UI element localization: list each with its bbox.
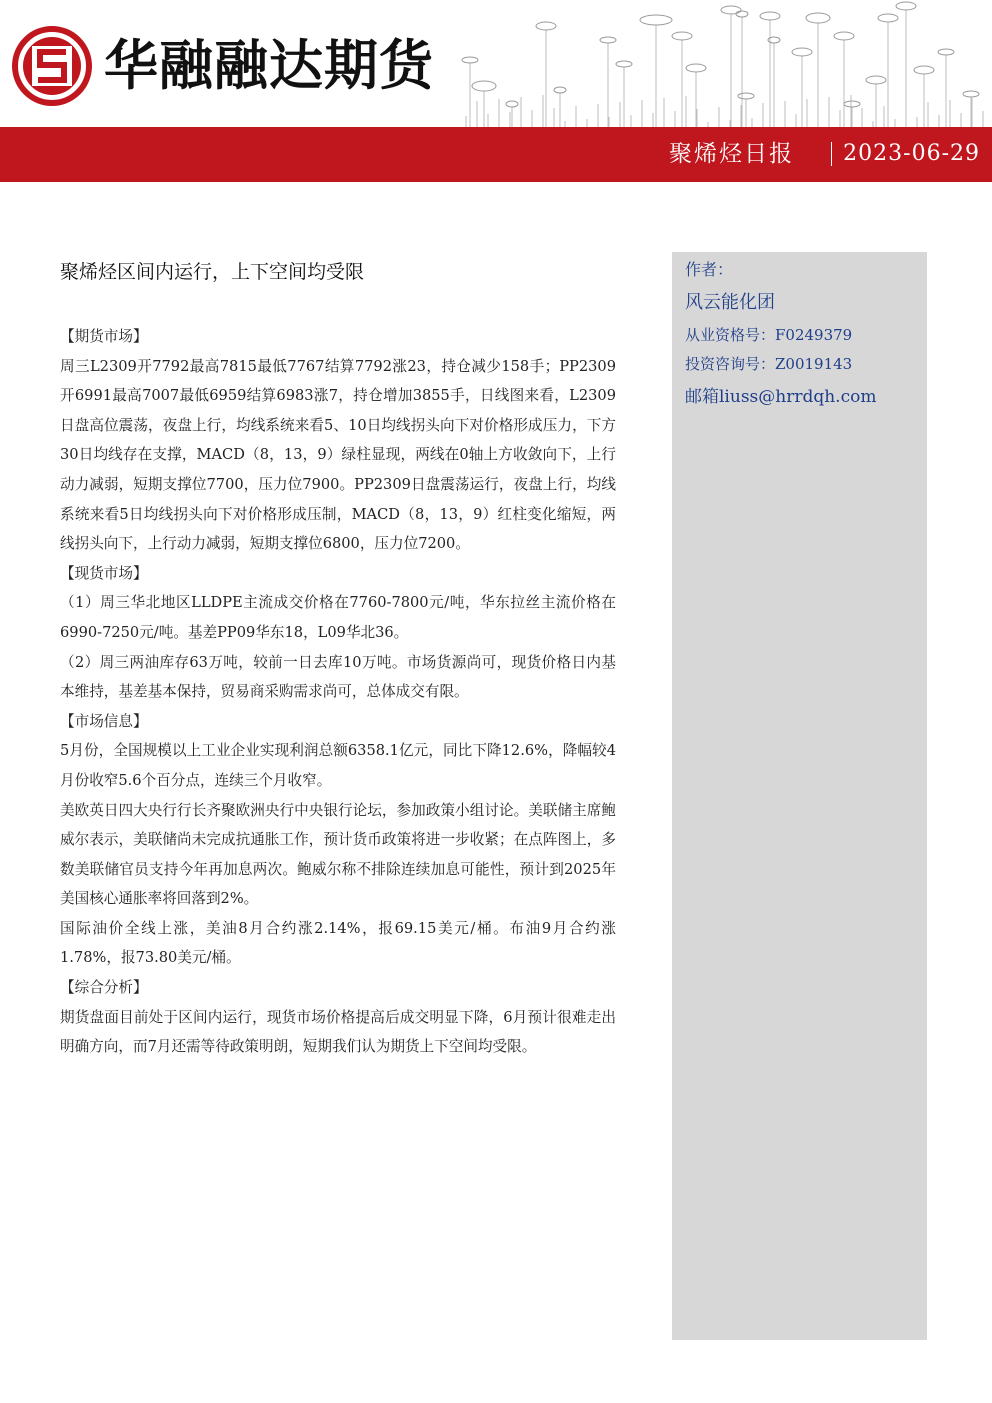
- report-body: [60, 322, 616, 1062]
- band-divider: [831, 142, 832, 166]
- section-futures: [60, 322, 616, 559]
- paragraph: 周三L2309开7792最高7815最低7767结算7792涨23，持仓减少158手；PP2309开6991最高7007最低6959结算6983涨7，持仓增加3855手，日线图来看，L2309日盘高位震荡，夜盘上行，均线系统来看5、10日均线拐头向下对价格形成压力，下方30日均线存在支撑，MACD（8，13，9）绿柱显现，两线在0轴上方收敛向下，上行动力减弱，短期支撑位7700，压力位7900。PP2309日盘震荡运行，夜盘上行，均线系统来看5日均线拐头向下对价格形成压制，MACD（8，13，9）红柱变化缩短，两线拐头向下，上行动力减弱，短期支撑位6800，压力位7200。: [60, 357, 616, 553]
- paragraph: 期货盘面目前处于区间内运行，现货市场价格提高后成交明显下降，6月预计很难走出明确方向，而7月还需等待政策明朗，短期我们认为期货上下空间均受限。: [60, 1008, 616, 1056]
- section-market-info: [60, 707, 616, 973]
- author-team: 风云能化团: [685, 292, 775, 313]
- report-type: 聚烯烃日报: [669, 141, 794, 167]
- paragraph: 美欧英日四大央行行长齐聚欧洲央行中央银行论坛，参加政策小组讨论。美联储主席鲍威尔表示，美联储尚未完成抗通胀工作，预计货币政策将进一步收紧；在点阵图上，多数美联储官员支持今年再加息两次。鲍威尔称不排除连续加息可能性，预计到2025年美国核心通胀率将回落到2%。: [60, 801, 616, 908]
- header-decoration: [456, 0, 992, 128]
- section-heading: 【现货市场】: [60, 564, 148, 582]
- paragraph: （2）周三两油库存63万吨，较前一日去库10万吨。市场货源尚可，现货价格日内基本维持，基差基本保持，贸易商采购需求尚可，总体成交有限。: [60, 653, 616, 701]
- section-heading: 【综合分析】: [60, 979, 148, 997]
- author-label: 作者：: [685, 260, 734, 279]
- paragraph: 5月份，全国规模以上工业企业实现利润总额6358.1亿元，同比下降12.6%，降幅较4月份收窄5.6个百分点，连续三个月收窄。: [60, 742, 616, 789]
- section-heading: 【期货市场】: [60, 328, 148, 345]
- section-heading: 【市场信息】: [60, 712, 148, 730]
- paragraph: 国际油价全线上涨，美油8月合约涨2.14%，报69.15美元/桶。布油9月合约涨1.78%，报73.80美元/桶。: [60, 919, 616, 967]
- brand-name: 华融融达期货: [104, 34, 434, 97]
- section-analysis: [60, 973, 616, 1062]
- qualification-number: 从业资格号：F0249379: [685, 326, 853, 344]
- report-date: 2023-06-29: [843, 141, 980, 166]
- company-logo: [12, 26, 92, 106]
- section-spot: [60, 559, 616, 707]
- author-sidebar: [672, 252, 927, 1340]
- paragraph: （1）周三华北地区LLDPE主流成交价格在7760-7800元/吨，华东拉丝主流价格在6990-7250元/吨。基差PP09华东18，L09华北36。: [60, 594, 616, 641]
- report-title: 聚烯烃区间内运行，上下空间均受限: [60, 261, 365, 283]
- author-email[interactable]: 邮箱liuss@hrrdqh.com: [685, 387, 877, 407]
- consulting-number: 投资咨询号：Z0019143: [685, 355, 853, 373]
